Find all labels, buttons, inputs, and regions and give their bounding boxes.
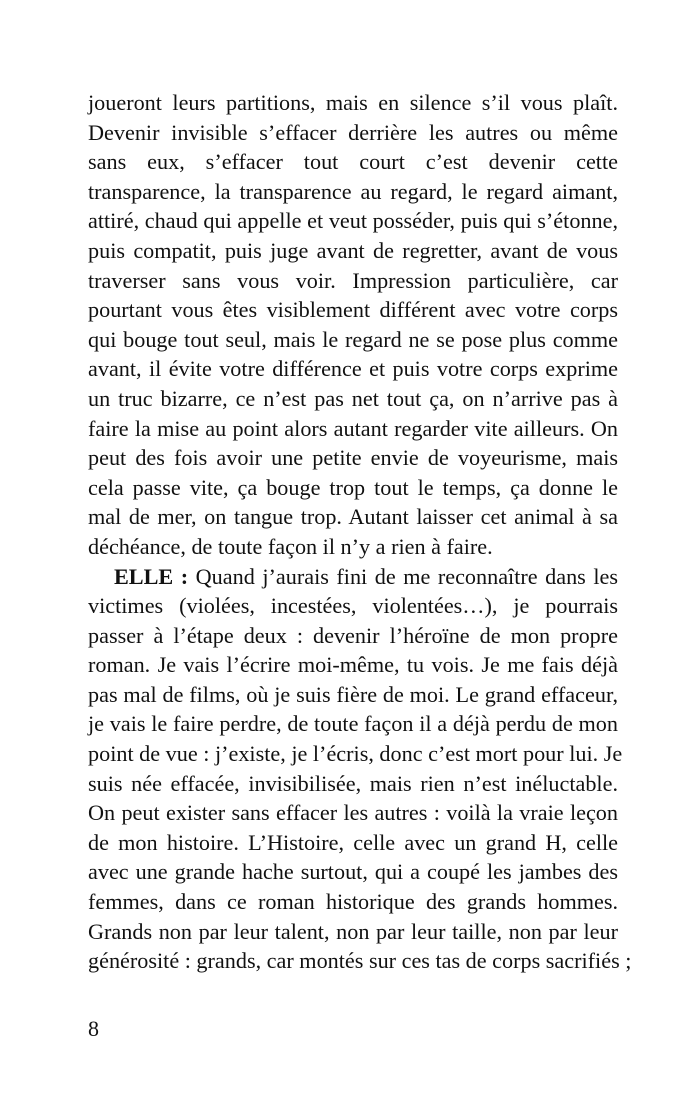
line-text: femmes, dans ce roman historique des grands hommes. [88, 889, 618, 915]
text-line [88, 206, 618, 236]
text-line [88, 384, 618, 414]
line-text: Devenir invisible s’effacer derrière les autres ou même [88, 119, 618, 145]
text-line [88, 443, 618, 473]
text-line [88, 295, 618, 325]
text-line [88, 177, 618, 207]
speaker-label: ELLE : [114, 563, 189, 589]
text-line [88, 887, 618, 917]
text-line [88, 621, 618, 651]
text-line [88, 798, 618, 828]
line-text: roman. Je vais l’écrire moi-même, tu vois. Je me fais déjà [88, 652, 618, 678]
line-text: On peut exister sans effacer les autres : voilà la vraie leçon [88, 800, 618, 826]
paragraph [88, 562, 632, 976]
line-text: Grands non par leur talent, non par leur taille, non par leur [88, 918, 618, 944]
body-text [88, 88, 632, 976]
line-text: pas mal de films, où je suis fière de moi. Le grand effaceur, [88, 681, 618, 707]
line-text: je vais le faire perdre, de toute façon il a déjà perdu de mon [88, 711, 618, 737]
text-line [88, 354, 618, 384]
line-text: cela passe vite, ça bouge trop tout le temps, ça donne le [88, 474, 618, 500]
line-text: peut des fois avoir une petite envie de voyeurisme, mais [88, 445, 618, 471]
line-text: transparence, la transparence au regard, le regard aimant, [88, 178, 618, 204]
text-line [88, 857, 618, 887]
text-line [88, 917, 618, 947]
text-line [88, 147, 618, 177]
text-line [88, 502, 618, 532]
line-text: traverser sans vous voir. Impression particulière, car [88, 267, 618, 293]
text-line [88, 650, 618, 680]
text-line [88, 828, 618, 858]
text-line [88, 532, 618, 562]
line-text: avant, il évite votre différence et puis votre corps exprime [88, 356, 618, 382]
line-text: victimes (violées, incestées, violentées…), je pourrais [88, 593, 618, 619]
line-text: générosité : grands, car montés sur ces tas de corps sacrifiés ; [88, 948, 632, 974]
line-text: point de vue : j’existe, je l’écris, donc c’est mort pour lui. Je [88, 741, 623, 767]
line-text: joueront leurs partitions, mais en silence s’il vous plaît. [88, 90, 618, 115]
text-line [88, 946, 632, 976]
line-text: mal de mer, on tangue trop. Autant laisser cet animal à sa [88, 504, 618, 530]
text-line [88, 709, 618, 739]
text-line [88, 88, 618, 118]
paragraph [88, 88, 618, 562]
line-text: de mon histoire. L’Histoire, celle avec un grand H, celle [88, 829, 618, 855]
line-text: sans eux, s’effacer tout court c’est devenir cette [88, 149, 618, 175]
text-line [88, 118, 618, 148]
line-text: attiré, chaud qui appelle et veut posséder, puis qui s’étonne, [88, 208, 618, 234]
line-text: Quand j’aurais fini de me reconnaître dans les [188, 563, 618, 589]
line-text: un truc bizarre, ce n’est pas net tout ça, on n’arrive pas à [88, 385, 618, 411]
line-text: pourtant vous êtes visiblement différent avec votre corps [88, 297, 618, 323]
text-line [88, 473, 618, 503]
line-text: puis compatit, puis juge avant de regretter, avant de vous [88, 237, 618, 263]
text-line [88, 739, 623, 769]
page-number: 8 [88, 1016, 99, 1041]
line-text: faire la mise au point alors autant regarder vite ailleurs. On [88, 415, 618, 441]
line-text: déchéance, de toute façon il n’y a rien à faire. [88, 533, 493, 559]
text-line [88, 414, 618, 444]
text-line [88, 769, 618, 799]
line-text: avec une grande hache surtout, qui a coupé les jambes des [88, 859, 618, 885]
text-line [88, 236, 618, 266]
text-line [88, 562, 618, 592]
text-line [88, 680, 618, 710]
text-line [88, 325, 618, 355]
text-line [88, 591, 618, 621]
line-text: qui bouge tout seul, mais le regard ne se pose plus comme [88, 326, 618, 352]
line-text: suis née effacée, invisibilisée, mais rien n’est inéluctable. [88, 770, 618, 796]
text-line [88, 266, 618, 296]
line-text: passer à l’étape deux : devenir l’héroïne de mon propre [88, 622, 618, 648]
